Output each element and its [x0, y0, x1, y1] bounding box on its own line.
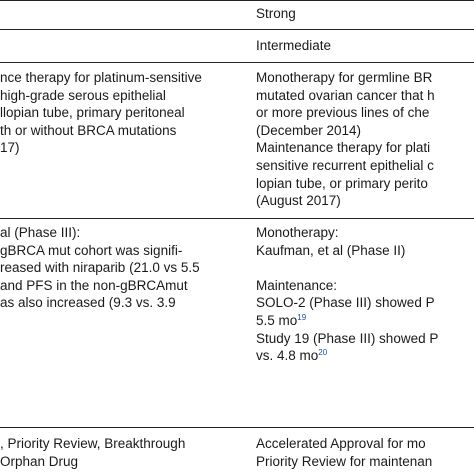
row1-right-line: (December 2014) — [256, 122, 362, 138]
row3-left-line: Orphan Drug — [0, 453, 79, 469]
row2-right-spacer — [256, 259, 438, 277]
row3-designation-cell — [0, 435, 185, 470]
row1-right-line: mutated ovarian cancer that h — [256, 87, 435, 103]
row1-right-line: or more previous lines of che — [256, 105, 430, 121]
row2-right-text: 5.5 mo — [256, 312, 298, 328]
row3-right-line: Accelerated Approval for mo — [256, 436, 426, 451]
row1-left-line: th or without BRCA mutations — [0, 122, 177, 138]
row1-right-line: Maintenance therapy for plati — [256, 140, 431, 156]
row2-right-line: SOLO-2 (Phase III) showed P — [256, 295, 435, 311]
row2-left-line: reased with niraparib (21.0 vs 5.5 — [0, 260, 200, 276]
row2-right-text: vs. 4.8 mo — [256, 348, 319, 364]
row2-left-line: gBRCA mut cohort was signifi- — [0, 242, 183, 258]
row2-trial-cell — [0, 224, 200, 312]
row2-left-line: and PFS in the non-gBRCAmut — [0, 277, 188, 293]
row1-left-line: 17) — [0, 140, 20, 156]
row2-right-line: Kaufman, et al (Phase II) — [256, 242, 406, 258]
row2-right-line-with-ref — [256, 347, 438, 365]
row1-left-line: llopian tube, primary peritoneal — [0, 105, 185, 121]
row2-right-line-with-ref — [256, 312, 438, 330]
row2-left-line: as also increased (9.3 vs. 3.9 — [0, 295, 176, 311]
row1-right-line: sensitive recurrent epithelial c — [256, 157, 434, 173]
header-divider-2 — [0, 62, 474, 63]
row1-left-line: high-grade serous epithelial — [0, 87, 166, 103]
header-strong: Strong — [256, 6, 296, 21]
row1-indication-cell — [0, 69, 202, 157]
row2-right-line: Monotherapy: — [256, 225, 339, 240]
row1-right-line: lopian tube, or primary perito — [256, 175, 428, 191]
reference-19-link[interactable]: 19 — [297, 312, 307, 322]
row2-divider — [0, 427, 474, 428]
row3-approval-type-cell — [256, 435, 432, 470]
row3-left-line: , Priority Review, Breakthrough — [0, 436, 186, 451]
row1-right-line: Monotherapy for germline BR — [256, 70, 433, 85]
row3-right-line: Priority Review for maintenan — [256, 453, 433, 469]
row1-approval-cell — [256, 69, 435, 210]
row1-divider — [0, 218, 474, 219]
row2-right-line: Study 19 (Phase III) showed P — [256, 330, 439, 346]
header-divider-1 — [0, 29, 474, 30]
reference-20-link[interactable]: 20 — [318, 348, 328, 358]
row2-left-line: al (Phase III): — [0, 225, 81, 240]
row1-right-line: (August 2017) — [256, 193, 341, 209]
row1-left-line: nce therapy for platinum-sensitive — [0, 70, 202, 85]
row2-right-line: Maintenance: — [256, 277, 338, 293]
header-intermediate: Intermediate — [256, 38, 332, 53]
table-top-rule — [0, 0, 474, 1]
row2-evidence-cell — [256, 224, 438, 365]
